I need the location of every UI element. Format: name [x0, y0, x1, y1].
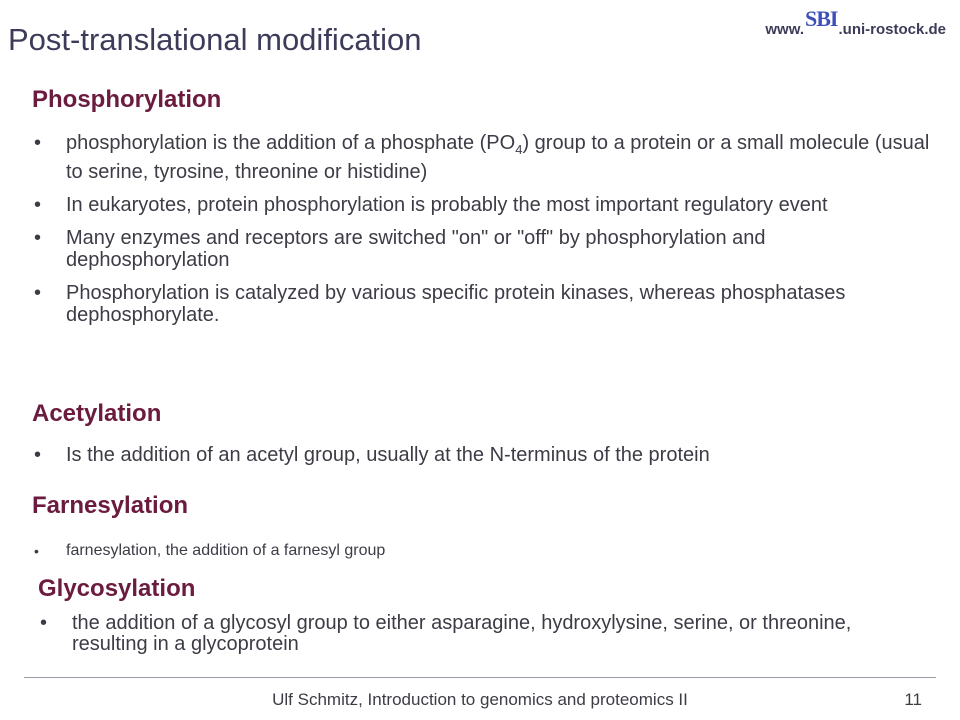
brand-suffix: .uni-rostock.de — [838, 21, 946, 38]
bullet-item: • farnesylation, the addition of a farnesyl group — [32, 540, 932, 562]
sbi-logo: SBI — [805, 6, 838, 31]
brand-url[interactable] — [765, 6, 946, 38]
bullet-item: • Is the addition of an acetyl group, usually at the N-terminus of the protein — [32, 444, 932, 466]
section-phosphorylation — [32, 86, 932, 326]
slide-title: Post-translational modification — [8, 22, 422, 57]
bullet-item: • Phosphorylation is catalyzed by various specific protein kinases, whereas phosphatases dephosphorylate. — [32, 282, 932, 326]
brand-prefix: www. — [765, 21, 804, 38]
page-number: 11 — [904, 690, 922, 709]
section-acetylation — [32, 400, 932, 466]
footer-text: Ulf Schmitz, Introduction to genomics and proteomics II — [272, 690, 688, 709]
section-heading: Glycosylation — [38, 575, 196, 602]
footer-divider — [24, 677, 936, 678]
section-glycosylation — [38, 575, 918, 655]
bullet-item: • Many enzymes and receptors are switched "on" or "off" by phosphorylation and dephosphorylation — [32, 227, 932, 271]
bullet-item: • the addition of a glycosyl group to either asparagine, hydroxylysine, serine, or threonine, resulting in a glycoprotein — [38, 613, 918, 655]
section-heading: Farnesylation — [32, 492, 189, 519]
section-heading: Acetylation — [32, 400, 162, 427]
section-heading: Phosphorylation — [32, 86, 222, 113]
subscript: 4 — [515, 142, 523, 157]
bullet-text: phosphorylation is the addition of a phosphate (PO — [66, 132, 516, 154]
bullet-text: ) group to a protein or a small molecule (usual to serine, tyrosine, threonine or histidine) — [66, 132, 930, 183]
bullet-item — [32, 132, 932, 183]
section-farnesylation — [32, 492, 932, 562]
bullet-item: • In eukaryotes, protein phosphorylation is probably the most important regulatory event — [32, 194, 932, 216]
